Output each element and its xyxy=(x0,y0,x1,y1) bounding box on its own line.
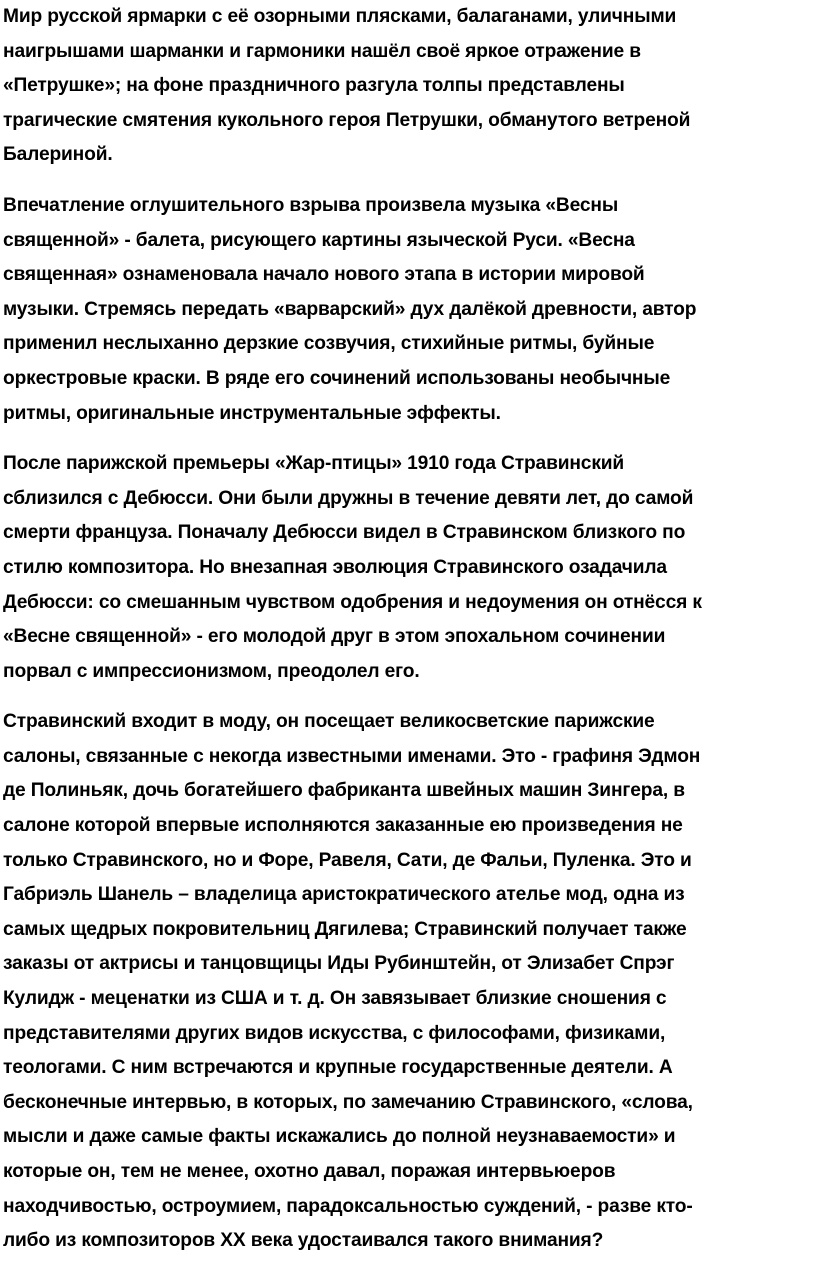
text-line: ритмы, оригинальные инструментальные эффекты. xyxy=(3,402,501,424)
text-line: священная» ознаменовала начало нового этапа в истории мировой xyxy=(3,264,645,286)
text-line: применил неслыханно дерзкие созвучия, стихийные ритмы, буйные xyxy=(3,333,655,355)
text-line: которые он, тем не менее, охотно давал, поражая интервьюеров xyxy=(3,1161,616,1182)
text-line: находчивостью, остроумием, парадоксальностью суждений, - разве кто- xyxy=(3,1195,693,1217)
text-line: Балериной. xyxy=(3,144,113,166)
text-line: стилю композитора. Но внезапная эволюция Стравинского озадачила xyxy=(3,556,667,578)
paragraph-rite-of-spring xyxy=(3,189,812,431)
text-line: сблизился с Дебюсси. Они были дружны в течение девяти лет, до самой xyxy=(3,487,694,509)
text-line: салоны, связанные с некогда известными именами. Это - графиня Эдмон xyxy=(3,745,701,767)
text-line: наигрышами шарманки и гармоники нашёл своё яркое отражение в xyxy=(3,40,641,62)
text-line: только Стравинского, но и Форе, Равеля, Сати, де Фальи, Пуленка. Это и xyxy=(3,849,692,871)
text-line: трагические смятения кукольного героя Петрушки, обманутого ветреной xyxy=(3,109,691,131)
text-line: Дебюсси: со смешанным чувством одобрения и недоумения он отнёсся к xyxy=(3,591,702,613)
text-line: самых щедрых покровительниц Дягилева; Стравинский получает также xyxy=(3,918,687,940)
text-line: музыки. Стремясь передать «варварский» дух далёкой древности, автор xyxy=(3,298,697,320)
paragraph-debussy xyxy=(3,447,812,689)
text-line: теологами. С ним встречаются и крупные государственные деятели. А xyxy=(3,1057,673,1079)
paragraph-fashion-salons xyxy=(3,705,812,1259)
text-line: де Полиньяк, дочь богатейшего фабриканта швейных машин Зингера, в xyxy=(3,780,685,802)
text-line: смерти француза. Поначалу Дебюсси видел в Стравинском близкого по xyxy=(3,522,686,544)
text-line: либо из композиторов XX века удостаивался такого внимания? xyxy=(3,1230,604,1252)
text-line: заказы от актрисы и танцовщицы Иды Рубинштейн, от Элизабет Спрэг xyxy=(3,953,675,975)
text-line: «Весне священной» - его молодой друг в этом эпохальном сочинении xyxy=(3,626,666,648)
text-line: представителями других видов искусства, с философами, физиками, xyxy=(3,1022,666,1044)
text-line: После парижской премьеры «Жар-птицы» 1910 года Стравинский xyxy=(3,453,625,475)
text-line: священной» - балета, рисующего картины языческой Руси. «Весна xyxy=(3,229,635,251)
text-line: Габриэль Шанель – владелица аристократического ателье мод, одна из xyxy=(3,884,685,906)
text-line: Кулидж - меценатки из США и т. д. Он завязывает близкие сношения с xyxy=(3,988,667,1010)
text-line: мысли и даже самые факты искажались до полной неузнаваемости» и xyxy=(3,1126,676,1148)
text-line: порвал с импрессионизмом, преодолел его. xyxy=(3,660,420,682)
text-line: оркестровые краски. В ряде его сочинений использованы необычные xyxy=(3,367,671,389)
text-line: Стравинский входит в моду, он посещает великосветские парижские xyxy=(3,711,655,733)
text-line: Мир русской ярмарки с её озорными плясками, балаганами, уличными xyxy=(3,6,677,27)
text-line: Впечатление оглушительного взрыва произвела музыка «Весны xyxy=(3,194,619,216)
paragraph-petrushka xyxy=(3,0,812,173)
text-line: «Петрушке»; на фоне праздничного разгула толпы представлены xyxy=(3,75,625,97)
text-line: бесконечные интервью, в которых, по замечанию Стравинского, «слова, xyxy=(3,1091,693,1113)
text-line: салоне которой впервые исполняются заказанные ею произведения не xyxy=(3,815,683,837)
